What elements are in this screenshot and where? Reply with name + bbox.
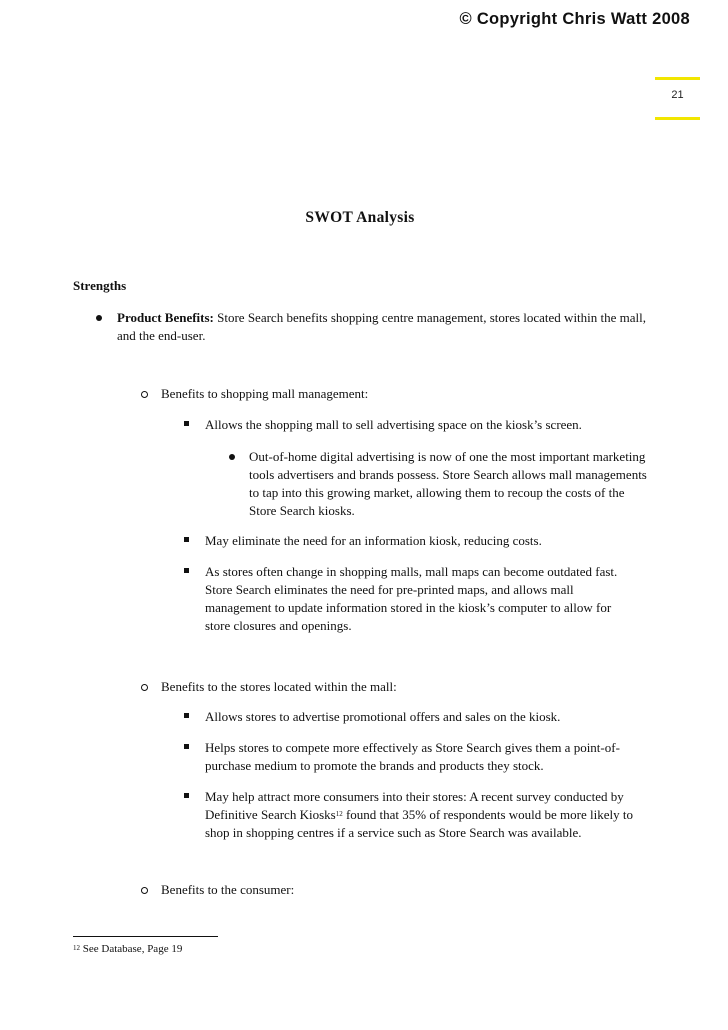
stores-item-compete: Helps stores to compete more effectively as Store Search gives them a point-of-purchase medium to promote the brands and products they stock. (205, 740, 620, 773)
bullet-square (184, 568, 189, 573)
bullet-square (184, 793, 189, 798)
stores-heading: Benefits to the stores located within the mall: (161, 679, 397, 694)
management-heading: Benefits to shopping mall management: (161, 386, 369, 401)
copyright-notice: © Copyright Chris Watt 2008 (459, 10, 690, 28)
bullet-disc (229, 454, 235, 460)
stores-item-survey (205, 788, 653, 842)
footnote-number: 12 (73, 944, 80, 952)
product-benefits-text: Store Search benefits shopping centre management, stores located within the mall, and the end-user. (117, 310, 647, 343)
stores-item-promotions: Allows stores to advertise promotional offers and sales on the kiosk. (205, 709, 561, 724)
product-benefits-paragraph (117, 309, 652, 345)
survey-text-after: found that 35% of respondents would be more likely to shop in shopping centres if a service such as Store Search was available. (205, 807, 633, 840)
bullet-square (184, 713, 189, 718)
page-title: SWOT Analysis (305, 209, 415, 226)
page-number: 21 (671, 89, 684, 101)
bullet-circle (141, 684, 148, 691)
page-number-box (655, 77, 700, 120)
footnote-separator (73, 936, 218, 937)
bullet-square (184, 744, 189, 749)
management-item-advertising: Allows the shopping mall to sell advertising space on the kiosk’s screen. (205, 417, 582, 432)
management-item-maps: As stores often change in shopping malls, mall maps can become outdated fast. Store Search eliminates the need for pre-printed maps, and allows mall management to update information stored in the kiosk’s computer to allow for store closures and openings. (205, 564, 618, 633)
bullet-circle (141, 887, 148, 894)
bullet-disc (96, 315, 102, 321)
bullet-circle (141, 391, 148, 398)
management-subitem-digital-advertising: Out-of-home digital advertising is now of one the most important marketing tools advertisers and brands possess. Store Search allows mall managements to tap into this growing market, allowing them to recoup the costs of the Store Search kiosks. (249, 449, 647, 518)
page-number-bottom-rule (655, 117, 700, 120)
bullet-square (184, 537, 189, 542)
management-item-costs: May eliminate the need for an information kiosk, reducing costs. (205, 533, 542, 548)
footnote-text: See Database, Page 19 (80, 943, 183, 955)
survey-text-before: May help attract more consumers into their stores: A recent survey conducted by Definitive Search Kiosks (205, 789, 624, 822)
footnote-ref: 12 (335, 810, 343, 818)
footnote (73, 942, 182, 956)
bullet-square (184, 421, 189, 426)
consumer-heading: Benefits to the consumer: (161, 882, 295, 897)
product-benefits-lead: Product Benefits: (117, 310, 214, 325)
page-number-top-rule (655, 77, 700, 80)
section-heading-strengths: Strengths (73, 278, 127, 293)
